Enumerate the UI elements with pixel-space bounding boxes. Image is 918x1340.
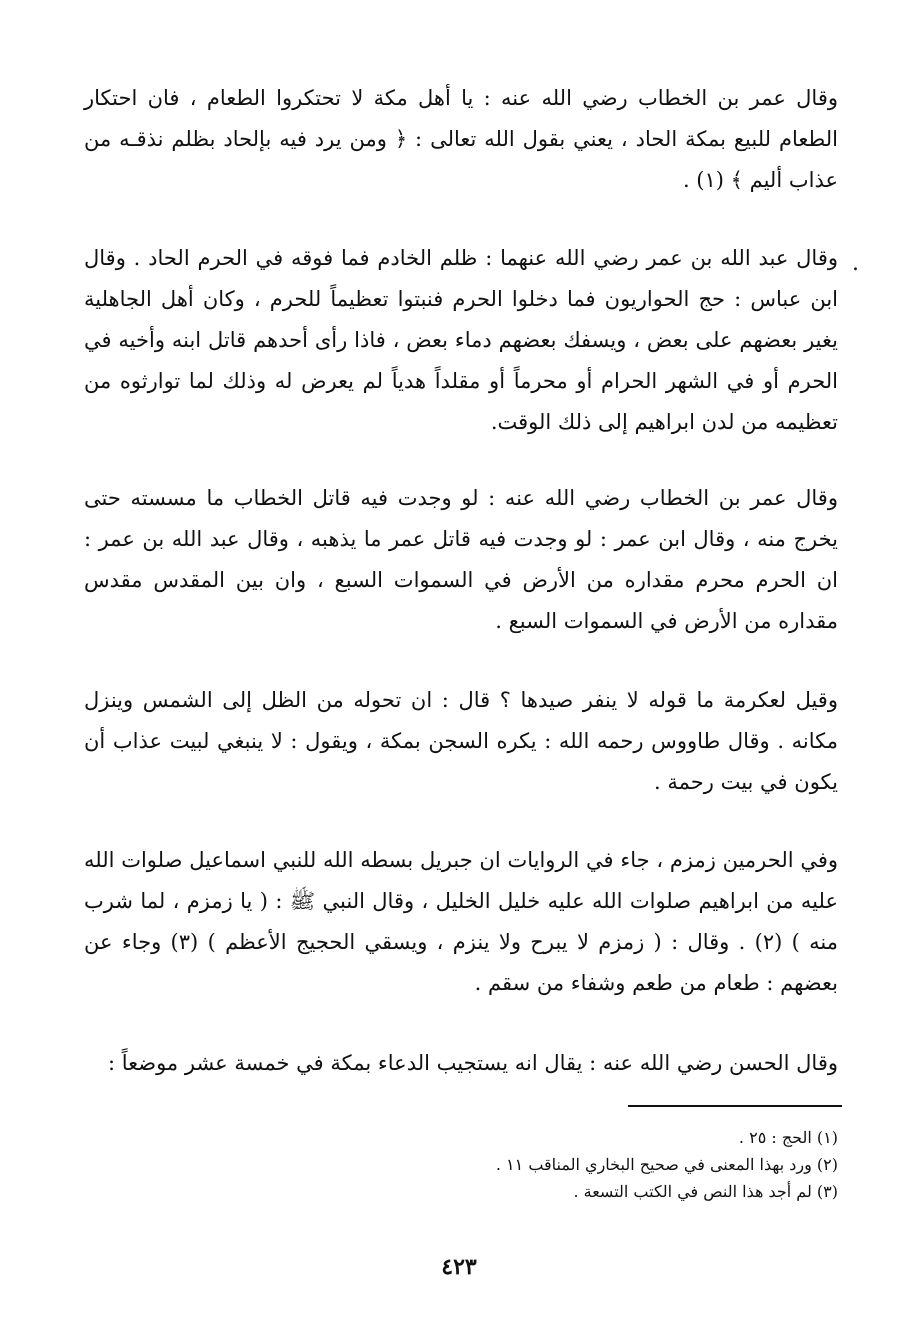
page-number: ٤٢٣ xyxy=(441,1254,477,1280)
paragraph-umar-sanctuary: وقال عمر بن الخطاب رضي الله عنه : لو وجدت فيه قاتل الخطاب ما مسسته حتى يخرج منه ، وقال ابن عمر : لو وجدت فيه قاتل عمر ما يذهبه ، وقال عبد الله بن عمر : ان الحرم محرم مقداره من الأرض في السموات السبع ، وان بين المقدس مقدس مقداره من الأرض في السموات السبع . xyxy=(84,486,838,633)
paragraph-ikrima-tawus: وقيل لعكرمة ما قوله لا ينفر صيدها ؟ قال : ان تحوله من الظل إلى الشمس وينزل مكانه . وقال طاووس رحمه الله : يكره السجن بمكة ، ويقول : لا ينبغي لبيت عذاب أن يكون في بيت رحمة . xyxy=(84,688,838,794)
paragraph-umar-hoarding: وقال عمر بن الخطاب رضي الله عنه : يا أهل مكة لا تحتكروا الطعام ، فان احتكار الطعام للبيع بمكة الحاد ، يعني بقول الله تعالى : ﴿ ومن يرد فيه بإلحاد بظلم نذقـه من عذاب أليم ﴾ (١) . xyxy=(84,86,838,192)
footnote-3: (٣) لم أجد هذا النص في الكتب التسعة . xyxy=(573,1182,838,1201)
footnote-divider xyxy=(628,1105,842,1107)
paragraph-ibn-umar-haram: وقال عبد الله بن عمر رضي الله عنهما : ظلم الخادم فما فوقه في الحرم الحاد . وقال ابن عباس : حج الحواريون فما دخلوا الحرم فنبتوا تعظيماً للحرم ، وكان أهل الجاهلية يغير بعضهم على بعض ، ويسفك بعضهم دماء بعض ، فاذا رأى أحدهم قاتل ابنه وأخيه في الحرم أو في الشهر الحرام أو محرماً أو مقلداً هدياً لم يعرض له وذلك لما توارثوه من تعظيمه من لدن ابراهيم إلى ذلك الوقت. xyxy=(84,246,838,434)
footnotes xyxy=(300,1124,838,1205)
footnote-1: (١) الحج : ٢٥ . xyxy=(738,1128,838,1147)
paragraph-zamzam: وفي الحرمين زمزم ، جاء في الروايات ان جبريل بسطه الله للنبي اسماعيل صلوات الله عليه من ابراهيم صلوات الله عليه خليل الخليل ، وقال النبي ﷺ : ( يا زمزم ، لما شرب منه ) (٢) . وقال : ( زمزم لا يبرح ولا ينزم ، ويسقي الحجيج الأعظم ) (٣) وجاء عن بعضهم : طعام من طعم وشفاء من سقم . xyxy=(84,848,838,995)
margin-dot-mark: . xyxy=(852,251,859,276)
footnote-2: (٢) ورد بهذا المعنى في صحيح البخاري المناقب ١١ . xyxy=(495,1155,838,1174)
paragraph-hasan-supplication: وقال الحسن رضي الله عنه : يقال انه يستجيب الدعاء بمكة في خمسة عشر موضعاً : xyxy=(107,1051,838,1075)
